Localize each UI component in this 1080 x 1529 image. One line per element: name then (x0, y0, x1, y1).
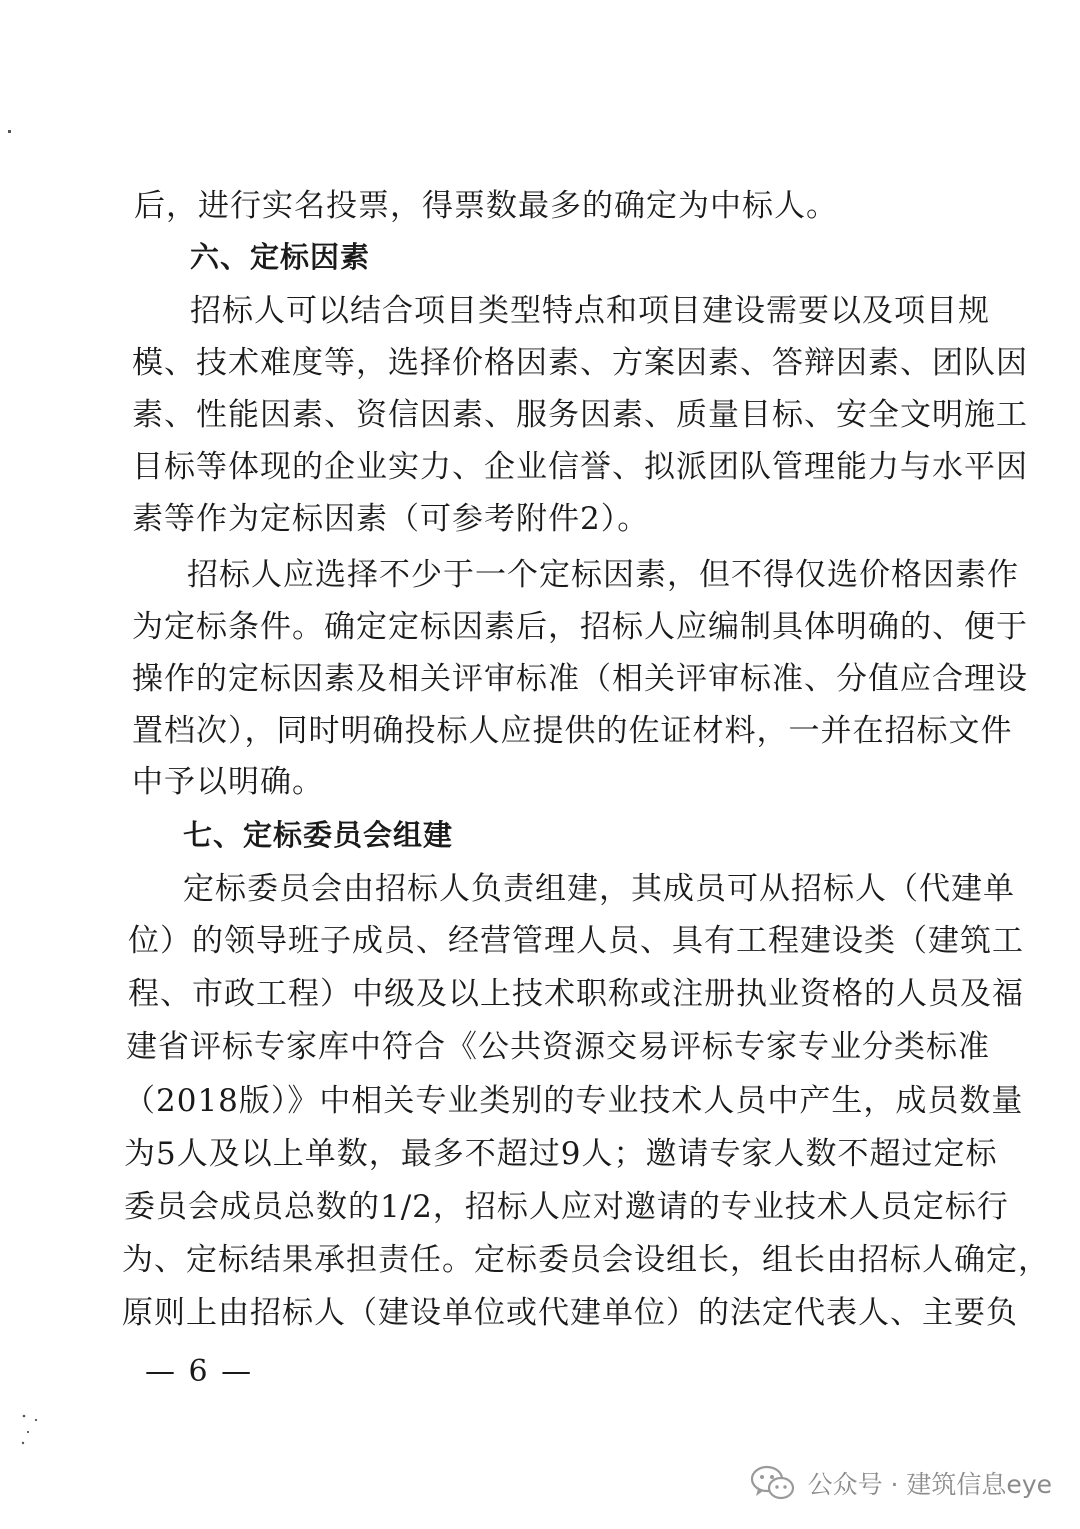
text-line-5: 素、性能因素、资信因素、服务因素、质量目标、安全文明施工 (132, 397, 1028, 433)
text-line-4: 模、技术难度等，选择价格因素、方案因素、答辩因素、团队因 (132, 345, 1028, 381)
text-line-18: （2018版）》中相关专业类别的专业技术人员中产生，成员数量 (124, 1083, 1024, 1119)
text-line-19: 为5人及以上单数，最多不超过9人；邀请专家人数不超过定标 (124, 1136, 998, 1172)
text-line-9: 为定标条件。确定定标因素后，招标人应编制具体明确的、便于 (132, 609, 1028, 645)
text-line-3: 招标人可以结合项目类型特点和项目建设需要以及项目规 (190, 293, 990, 329)
text-line-14: 定标委员会由招标人负责组建，其成员可从招标人（代建单 (183, 871, 1015, 907)
text-line-6: 目标等体现的企业实力、企业信誉、拟派团队管理能力与水平因 (132, 449, 1028, 485)
text-line-10: 操作的定标因素及相关评审标准（相关评审标准、分值应合理设 (132, 661, 1028, 697)
section-heading-6: 六、定标因素 (190, 240, 371, 274)
text-line-22: 原则上由招标人（建设单位或代建单位）的法定代表人、主要负 (122, 1295, 1018, 1331)
wechat-icon (750, 1465, 796, 1501)
scan-dots (18, 1410, 48, 1450)
text-line-20: 委员会成员总数的1/2，招标人应对邀请的专业技术人员定标行 (124, 1189, 1009, 1225)
text-line-1: 后，进行实名投票，得票数最多的确定为中标人。 (134, 188, 838, 224)
scan-speck (8, 130, 11, 133)
text-line-12: 中予以明确。 (132, 764, 324, 800)
text-line-21: 为、定标结果承担责任。定标委员会设组长，组长由招标人确定， (122, 1242, 1050, 1278)
watermark (750, 1465, 1052, 1501)
text-line-7: 素等作为定标因素（可参考附件2）。 (132, 501, 650, 537)
text-line-15: 位）的领导班子成员、经营管理人员、具有工程建设类（建筑工 (128, 923, 1024, 959)
text-line-16: 程、市政工程）中级及以上技术职称或注册执业资格的人员及福 (128, 976, 1024, 1012)
text-line-8: 招标人应选择不少于一个定标因素，但不得仅选价格因素作 (187, 557, 1019, 593)
text-line-17: 建省评标专家库中符合《公共资源交易评标专家专业分类标准 (126, 1029, 990, 1065)
page-number: — 6 — (145, 1354, 254, 1389)
watermark-text: 公众号 · 建筑信息eye (807, 1470, 1052, 1499)
text-line-11: 置档次），同时明确投标人应提供的佐证材料，一并在招标文件 (132, 713, 1013, 749)
section-heading-7: 七、定标委员会组建 (183, 818, 454, 852)
